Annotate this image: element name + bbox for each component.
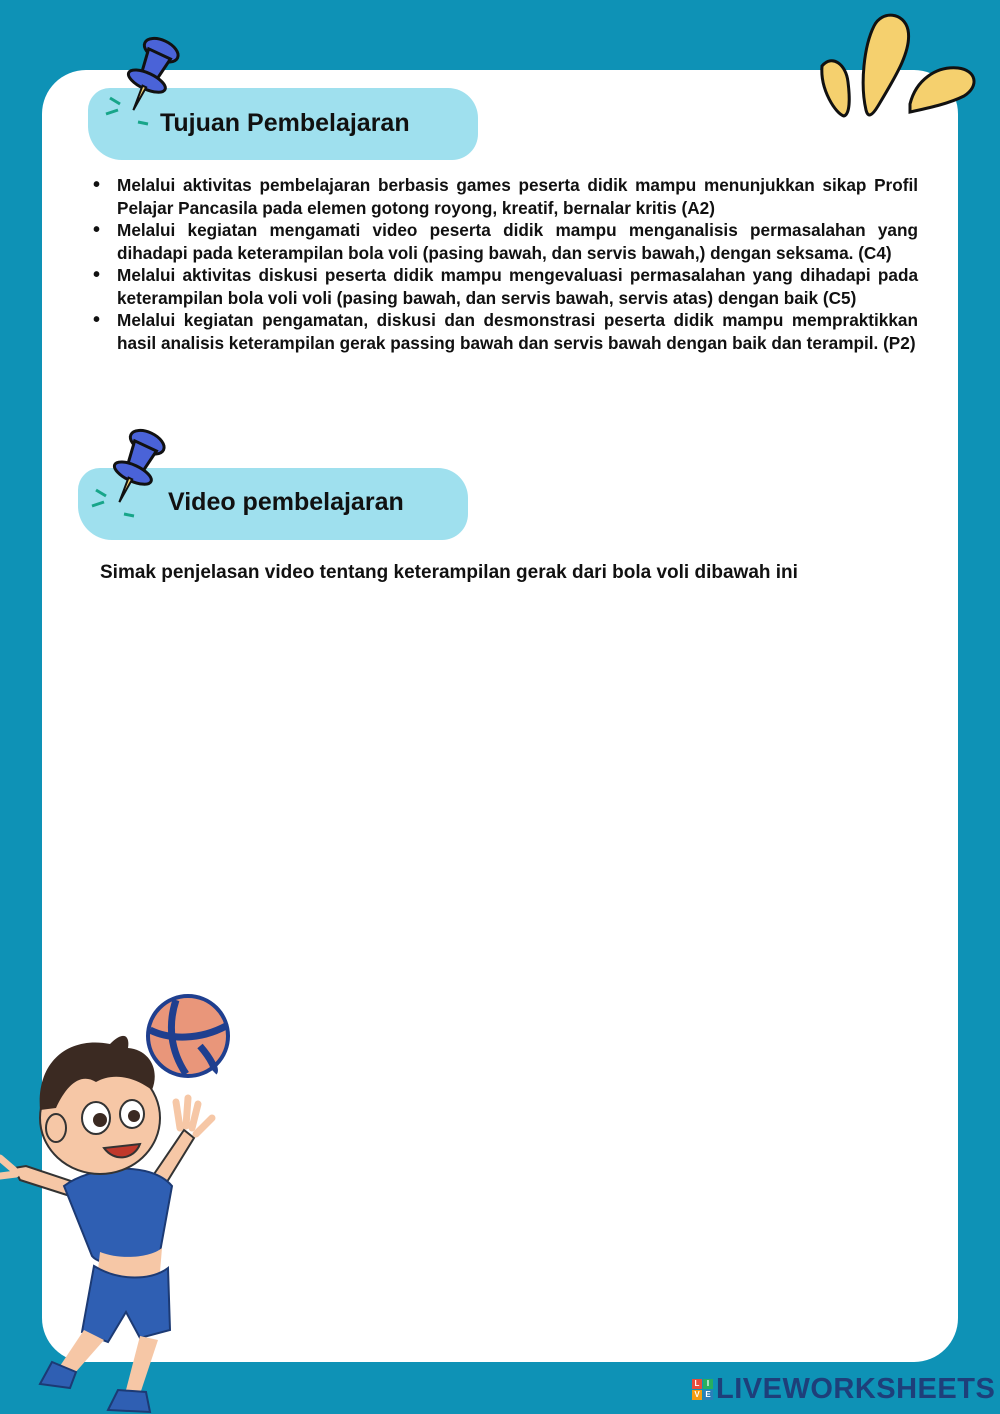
push-pin-icon bbox=[86, 420, 176, 520]
list-item: • Melalui kegiatan pengamatan, diskusi dan desmonstrasi peserta didik mampu mempraktikkan hasil analisis keterampilan gerak passing bawah dan servis bawah dengan baik dan terampil. (P2) bbox=[96, 309, 918, 354]
objectives-list bbox=[96, 174, 918, 354]
volleyball-boy-illustration bbox=[0, 990, 240, 1414]
list-item: • Melalui aktivitas pembelajaran berbasis games peserta didik mampu menunjukkan sikap Profil Pelajar Pancasila pada elemen gotong royong, kreatif, bernalar kritis (A2) bbox=[96, 174, 918, 219]
liveworksheets-logo bbox=[692, 1372, 995, 1406]
section-title: Video pembelajaran bbox=[168, 488, 404, 516]
video-intro-text: Simak penjelasan video tentang keterampilan gerak dari bola voli dibawah ini bbox=[100, 562, 798, 583]
list-item: • Melalui kegiatan mengamati video peserta didik mampu menganalisis permasalahan yang dihadapi pada keterampilan bola voli (pasing bawah, dan servis bawah,) dengan seksama. (C4) bbox=[96, 219, 918, 264]
push-pin-icon bbox=[100, 28, 190, 128]
list-item: • Melalui aktivitas diskusi peserta didik mampu mengevaluasi permasalahan yang dihadapi pada keterampilan bola voli voli (pasing bawah, dan servis bawah, servis atas) dengan baik (C5) bbox=[96, 264, 918, 309]
brand-wordmark: LIVEWORKSHEETS bbox=[716, 1372, 996, 1405]
section-title: Tujuan Pembelajaran bbox=[160, 109, 410, 137]
splash-decoration bbox=[812, 6, 982, 141]
logo-mark: L I V E bbox=[692, 1379, 713, 1400]
